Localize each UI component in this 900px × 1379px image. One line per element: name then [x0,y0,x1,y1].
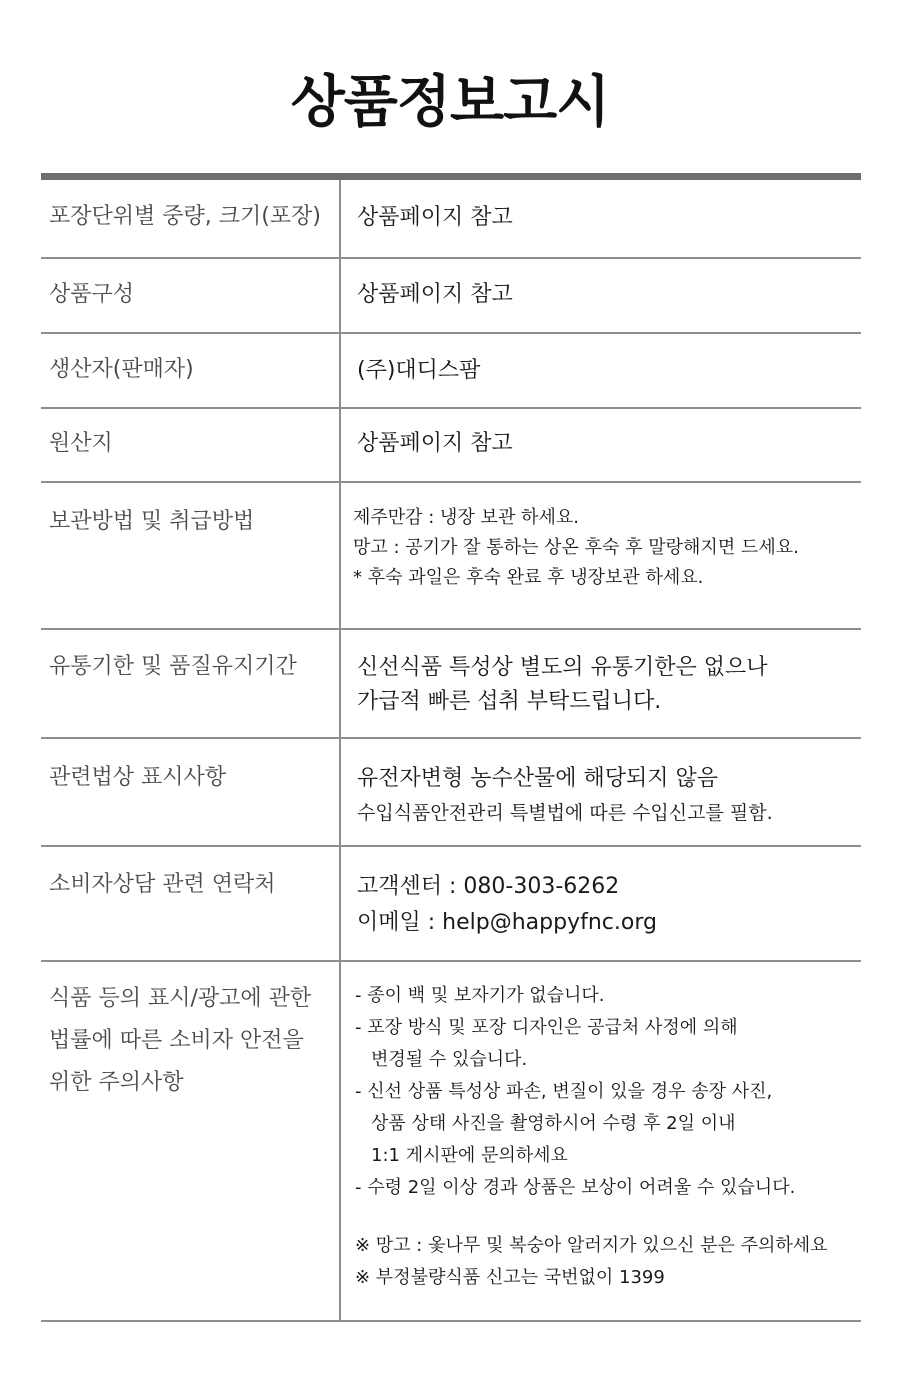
value-line: 망고 : 공기가 잘 통하는 상온 후숙 후 말랑해지면 드세요. [353,537,799,558]
info-table [41,180,861,1322]
row-label [41,259,341,332]
row-label [41,847,341,960]
table-row-package-weight [41,180,861,259]
table-row-composition [41,259,861,334]
value-line: 수입식품안전관리 특별법에 따른 수입신고를 필함. [357,802,773,824]
label-line: 포장단위별 중량, 크기(포장) [49,204,321,229]
table-row-contact [41,847,861,962]
value-line: 신선식품 특성상 별도의 유통기한은 없으나 [357,655,768,680]
table-row-producer [41,334,861,409]
row-value [341,259,861,332]
table-top-bar [41,173,861,180]
table-row-origin [41,409,861,483]
value-line: ※ 부정불량식품 신고는 국번없이 1399 [355,1267,665,1288]
row-label [41,409,341,481]
table-row-legal-notice [41,739,861,847]
value-line: 상품페이지 참고 [357,431,513,456]
value-line: 유전자변형 농수산물에 해당되지 않음 [357,766,719,791]
value-line: 상품페이지 참고 [357,205,513,230]
label-line: 관련법상 표시사항 [49,765,227,790]
label-line: 생산자(판매자) [49,357,194,382]
row-label [41,739,341,845]
value-line: 가급적 빠른 섭취 부탁드립니다. [357,689,662,714]
row-value [341,483,861,628]
value-line: - 포장 방식 및 포장 디자인은 공급처 사정에 의해 [355,1017,738,1038]
value-line: 이메일 : help@happyfnc.org [357,910,657,935]
label-line: 상품구성 [49,282,135,307]
row-value [341,180,861,257]
row-value [341,630,861,737]
label-line: 유통기한 및 품질유지기간 [49,654,297,679]
table-row-storage [41,483,861,630]
value-line: 제주만감 : 냉장 보관 하세요. [353,507,579,528]
row-label [41,483,341,628]
row-value [341,847,861,960]
label-line: 보관방법 및 취급방법 [49,509,255,534]
value-line: 1:1 게시판에 문의하세요 [371,1145,568,1166]
value-line: ※ 망고 : 옻나무 및 복숭아 알러지가 있으신 분은 주의하세요 [355,1235,828,1256]
value-line: 변경될 수 있습니다. [371,1049,528,1070]
row-label [41,334,341,407]
value-line: 상품페이지 참고 [357,282,513,307]
row-value [341,409,861,481]
label-line: 식품 등의 표시/광고에 관한 [49,986,312,1011]
label-line: 원산지 [49,431,113,456]
value-line: - 수령 2일 이상 경과 상품은 보상이 어려울 수 있습니다. [355,1177,796,1198]
row-label [41,962,341,1320]
label-line: 법률에 따른 소비자 안전을 [49,1028,304,1053]
spacer [355,1204,861,1230]
value-line: * 후숙 과일은 후숙 완료 후 냉장보관 하세요. [353,567,704,588]
row-label [41,630,341,737]
value-line: - 종이 백 및 보자기가 없습니다. [355,985,605,1006]
table-row-expiry [41,630,861,739]
page-title: 상품정보고시 [290,70,610,135]
label-line: 위한 주의사항 [49,1070,184,1095]
row-value [341,962,861,1320]
label-line: 소비자상담 관련 연락처 [49,872,276,897]
value-line: 고객센터 : 080-303-6262 [357,874,620,899]
value-line: (주)대디스팜 [357,358,481,383]
value-line: - 신선 상품 특성상 파손, 변질이 있을 경우 송장 사진, [355,1081,773,1102]
row-value [341,739,861,845]
table-row-consumer-safety [41,962,861,1322]
value-line: 상품 상태 사진을 촬영하시어 수령 후 2일 이내 [371,1113,736,1134]
row-value [341,334,861,407]
row-label [41,180,341,257]
